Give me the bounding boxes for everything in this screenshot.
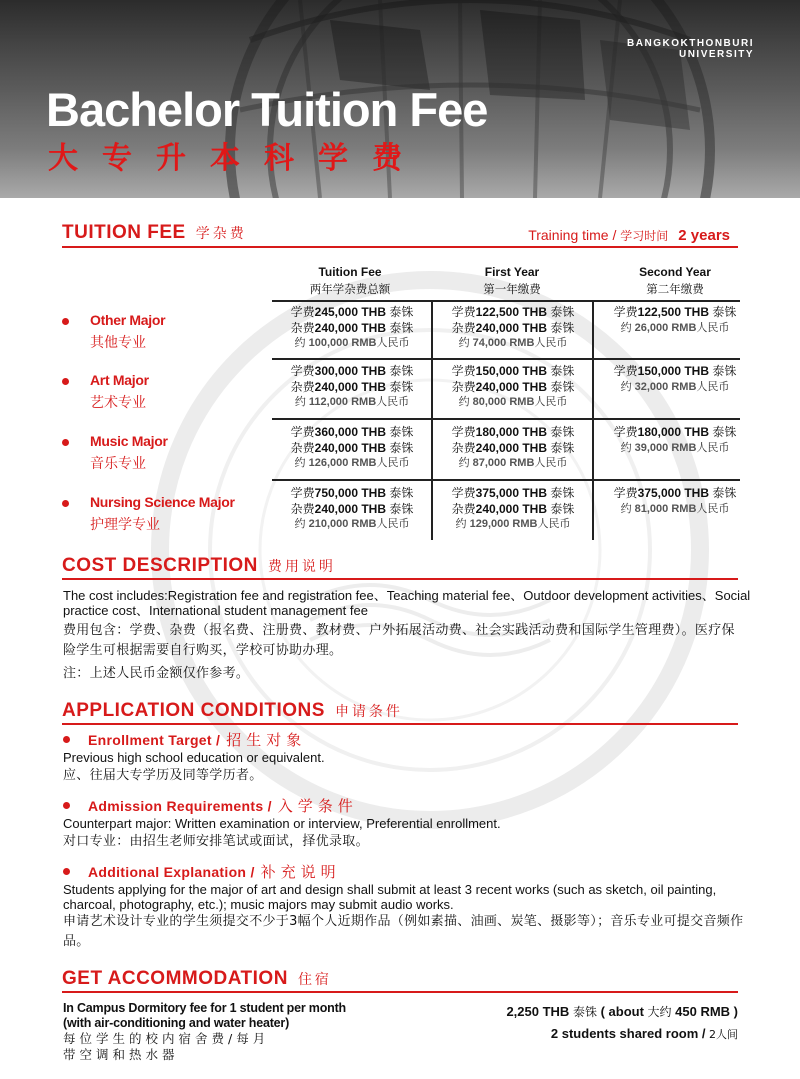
fee-label: 约	[294, 396, 309, 408]
header-banner	[0, 0, 800, 198]
cost-text-en: The cost includes:Registration fee and registration fee、Teaching material fee、Outdoor development activities、Social practice cost、International student management fee	[63, 588, 751, 618]
price-thb: 2,250 THB	[506, 1004, 570, 1019]
training-value: 2 years	[678, 227, 730, 244]
fee-label: 学费	[613, 364, 638, 378]
fee-cell-first	[433, 305, 593, 352]
enrollment-target-text-en: Previous high school education or equivalent.	[63, 750, 325, 765]
fee-unit: 泰铢	[386, 486, 414, 500]
major-name-cn: 护理学专业	[90, 517, 160, 533]
fee-cell-second	[595, 425, 755, 456]
university-name-line1: BANGKOKTHONBURI	[627, 38, 754, 49]
admission-requirements-heading	[63, 795, 358, 816]
fee-unit: 人民币	[696, 380, 730, 393]
fee-amount: 122,500 THB	[475, 305, 548, 319]
fee-unit: 泰铢	[386, 440, 414, 455]
application-conditions-heading	[62, 700, 738, 722]
price-about-cn: 大约	[647, 1005, 672, 1019]
training-label: Training time /	[528, 227, 621, 243]
col-tuition-fee	[270, 264, 430, 298]
table-line	[272, 418, 740, 420]
training-time	[528, 227, 730, 244]
fee-unit: 泰铢	[386, 379, 414, 394]
fee-cell-second	[595, 364, 755, 395]
room-type-cn: 2人间	[705, 1028, 738, 1041]
fee-label: 学费	[451, 364, 476, 378]
application-heading-en: APPLICATION CONDITIONS	[62, 700, 325, 721]
fee-cell-second	[595, 486, 755, 517]
price-thb-cn: 泰铢	[572, 1005, 597, 1019]
fee-amount: 240,000 THB	[314, 379, 387, 394]
fee-label: 杂费	[290, 379, 315, 394]
col-tuition-fee-en: Tuition Fee	[318, 265, 382, 279]
accommodation-heading-en: GET ACCOMMODATION	[62, 968, 288, 989]
cost-heading-cn: 费用说明	[267, 559, 336, 575]
fee-cell-first	[433, 425, 593, 472]
fee-unit: 泰铢	[709, 305, 737, 319]
fee-unit: 泰铢	[386, 501, 414, 516]
fee-cell-total	[272, 305, 432, 352]
cost-text-cn: 费用包含：学费、杂费（报名费、注册费、教材费、户外拓展活动费、社会实践活动费和国际学生管理费）。医疗保险学生可根据需要自行购买，学校可协助办理。	[63, 623, 735, 658]
fee-amount: 150,000 THB	[475, 364, 548, 378]
fee-unit: 泰铢	[547, 305, 575, 319]
fee-amount: 245,000 THB	[314, 305, 387, 319]
dormitory-description	[63, 1001, 346, 1063]
room-type-en: 2 students shared room /	[550, 1026, 706, 1041]
col-first-year	[432, 264, 592, 298]
fee-label: 杂费	[451, 379, 476, 394]
university-name-line2: UNIVERSITY	[678, 49, 754, 60]
accommodation-rule	[62, 991, 738, 993]
fee-amount: 26,000 RMB	[634, 321, 697, 334]
fee-label: 约	[458, 396, 473, 408]
fee-unit: 泰铢	[709, 364, 737, 378]
fee-amount: 32,000 RMB	[634, 380, 697, 393]
fee-unit: 人民币	[376, 396, 410, 408]
dormitory-text-cn-2: 带空调和热水器	[63, 1047, 179, 1062]
fee-amount: 80,000 RMB	[472, 396, 535, 408]
bullet-dot	[63, 736, 70, 743]
fee-unit: 泰铢	[547, 379, 575, 394]
fee-amount: 240,000 THB	[475, 379, 548, 394]
bullet-dot	[62, 439, 69, 446]
application-heading-cn: 申请条件	[334, 704, 403, 720]
accommodation-heading	[62, 968, 738, 990]
subheading-cn: 补充说明	[260, 863, 341, 881]
fee-amount: 150,000 THB	[637, 364, 710, 378]
fee-label: 学费	[613, 305, 638, 319]
fee-unit: 泰铢	[386, 425, 414, 439]
fee-amount: 122,500 THB	[637, 305, 710, 319]
fee-label: 杂费	[290, 320, 315, 335]
subheading-en: Additional Explanation /	[88, 863, 255, 880]
fee-label: 学费	[290, 486, 315, 500]
page-title-cn: 大专升本科学费	[48, 141, 426, 176]
fee-unit: 泰铢	[547, 486, 575, 500]
fee-amount: 240,000 THB	[475, 320, 548, 335]
cost-description-heading	[62, 555, 738, 577]
tuition-heading-cn: 学杂费	[195, 226, 247, 242]
col-second-year-cn: 第二年缴费	[646, 282, 704, 296]
fee-amount: 39,000 RMB	[634, 441, 697, 454]
bullet-dot	[62, 378, 69, 385]
dormitory-price	[506, 1001, 738, 1045]
additional-explanation-heading	[63, 861, 341, 882]
fee-amount: 750,000 THB	[314, 486, 387, 500]
tuition-rule	[62, 246, 738, 248]
subheading-en: Enrollment Target /	[88, 731, 221, 748]
price-about: ( about	[600, 1004, 648, 1019]
fee-unit: 泰铢	[386, 305, 414, 319]
fee-label: 杂费	[290, 440, 315, 455]
fee-label: 约	[458, 457, 473, 469]
fee-amount: 375,000 THB	[475, 486, 548, 500]
fee-label: 学费	[290, 305, 315, 319]
fee-label: 杂费	[451, 320, 476, 335]
fee-unit: 人民币	[534, 396, 568, 408]
page-title: Bachelor Tuition Fee	[46, 83, 488, 136]
fee-amount: 240,000 THB	[314, 320, 387, 335]
dormitory-text-en-2: (with air-conditioning and water heater)	[63, 1016, 290, 1030]
fee-cell-first	[433, 364, 593, 411]
fee-label: 杂费	[451, 440, 476, 455]
fee-amount: 126,000 RMB	[308, 457, 377, 469]
col-second-year-en: Second Year	[639, 265, 711, 279]
fee-unit: 泰铢	[547, 364, 575, 378]
fee-unit: 泰铢	[386, 320, 414, 335]
fee-unit: 泰铢	[386, 364, 414, 378]
cost-heading-en: COST DESCRIPTION	[62, 555, 258, 576]
fee-amount: 300,000 THB	[314, 364, 387, 378]
major-name-cn: 音乐专业	[90, 456, 146, 472]
major-name-en: Nursing Science Major	[90, 494, 235, 510]
cost-rule	[62, 578, 738, 580]
fee-amount: 112,000 RMB	[308, 396, 377, 408]
fee-unit: 人民币	[376, 457, 410, 469]
fee-amount: 240,000 THB	[475, 440, 548, 455]
dormitory-text-en-1: In Campus Dormitory fee for 1 student per month	[63, 1001, 346, 1015]
fee-label: 杂费	[451, 501, 476, 516]
training-label-cn: 学习时间	[620, 229, 669, 243]
major-name-en: Other Major	[90, 312, 166, 328]
fee-label: 约	[458, 337, 473, 349]
bullet-dot	[63, 868, 70, 875]
fee-amount: 87,000 RMB	[472, 457, 535, 469]
fee-label: 学费	[290, 425, 315, 439]
fee-unit: 人民币	[537, 518, 571, 530]
fee-cell-total	[272, 486, 432, 533]
dormitory-text-cn-1: 每位学生的校内宿舍费/每月	[63, 1031, 270, 1046]
fee-amount: 180,000 THB	[637, 425, 710, 439]
fee-amount: 375,000 THB	[637, 486, 710, 500]
university-name	[627, 38, 754, 60]
application-rule	[62, 723, 738, 725]
table-line	[272, 358, 740, 360]
fee-label: 学费	[451, 486, 476, 500]
fee-unit: 泰铢	[547, 501, 575, 516]
fee-label: 约	[294, 457, 309, 469]
col-first-year-en: First Year	[484, 265, 540, 279]
fee-amount: 180,000 THB	[475, 425, 548, 439]
fee-label: 杂费	[290, 501, 315, 516]
additional-explanation-text-en: Students applying for the major of art and design shall submit at least 3 recent works (such as sketch, oil painting, charcoal, photography, etc.); music majors may submit audio works.	[63, 882, 717, 912]
cost-note-cn: 注：上述人民币金额仅作参考。	[63, 666, 250, 681]
fee-label: 约	[294, 518, 309, 530]
fee-label: 学费	[290, 364, 315, 378]
fee-cell-second	[595, 305, 755, 336]
table-line	[272, 479, 740, 481]
fee-unit: 泰铢	[709, 425, 737, 439]
fee-amount: 129,000 RMB	[469, 518, 538, 530]
fee-label: 约	[455, 518, 470, 530]
fee-label: 学费	[451, 425, 476, 439]
fee-unit: 人民币	[534, 457, 568, 469]
fee-unit: 人民币	[376, 337, 410, 349]
fee-cell-total	[272, 425, 432, 472]
fee-cell-total	[272, 364, 432, 411]
admission-requirements-text-cn: 对口专业：由招生老师安排笔试或面试，择优录取。	[63, 834, 369, 849]
bullet-dot	[63, 802, 70, 809]
col-first-year-cn: 第一年缴费	[483, 282, 541, 296]
subheading-cn: 入学条件	[277, 797, 358, 815]
fee-label: 学费	[613, 425, 638, 439]
fee-label: 约	[620, 441, 635, 454]
fee-label: 约	[620, 380, 635, 393]
accommodation-heading-cn: 住宿	[297, 972, 332, 988]
additional-explanation-text-cn: 申请艺术设计专业的学生须提交不少于3幅个人近期作品（例如素描、油画、炭笔、摄影等）；音乐专业可提交音频作品。	[63, 914, 744, 949]
fee-amount: 74,000 RMB	[472, 337, 535, 349]
fee-amount: 210,000 RMB	[308, 518, 377, 530]
table-line	[272, 300, 740, 302]
fee-amount: 240,000 THB	[314, 501, 387, 516]
fee-amount: 100,000 RMB	[308, 337, 377, 349]
major-name-en: Music Major	[90, 433, 168, 449]
major-name-cn: 其他专业	[90, 335, 146, 351]
fee-unit: 人民币	[696, 441, 730, 454]
tuition-heading-en: TUITION FEE	[62, 222, 186, 243]
fee-unit: 泰铢	[547, 320, 575, 335]
fee-label: 学费	[613, 486, 638, 500]
fee-unit: 人民币	[376, 518, 410, 530]
subheading-en: Admission Requirements /	[88, 797, 272, 814]
fee-amount: 240,000 THB	[314, 440, 387, 455]
major-name-cn: 艺术专业	[90, 395, 146, 411]
col-second-year	[594, 264, 756, 298]
bullet-dot	[62, 318, 69, 325]
fee-amount: 360,000 THB	[314, 425, 387, 439]
bullet-dot	[62, 500, 69, 507]
fee-unit: 泰铢	[709, 486, 737, 500]
fee-label: 约	[620, 321, 635, 334]
enrollment-target-heading	[63, 729, 306, 750]
price-rmb: 450 RMB )	[671, 1004, 738, 1019]
fee-unit: 人民币	[696, 502, 730, 515]
fee-amount: 240,000 THB	[475, 501, 548, 516]
fee-unit: 泰铢	[547, 425, 575, 439]
fee-unit: 人民币	[696, 321, 730, 334]
fee-amount: 81,000 RMB	[634, 502, 697, 515]
admission-requirements-text-en: Counterpart major: Written examination or interview, Preferential enrollment.	[63, 816, 501, 831]
col-tuition-fee-cn: 两年学杂费总额	[309, 282, 391, 296]
fee-label: 约	[620, 502, 635, 515]
subheading-cn: 招生对象	[226, 731, 307, 749]
fee-unit: 人民币	[534, 337, 568, 349]
fee-label: 学费	[451, 305, 476, 319]
fee-unit: 泰铢	[547, 440, 575, 455]
major-name-en: Art Major	[90, 372, 149, 388]
fee-cell-first	[433, 486, 593, 533]
fee-label: 约	[294, 337, 309, 349]
enrollment-target-text-cn: 应、往届大专学历及同等学历者。	[63, 768, 263, 783]
